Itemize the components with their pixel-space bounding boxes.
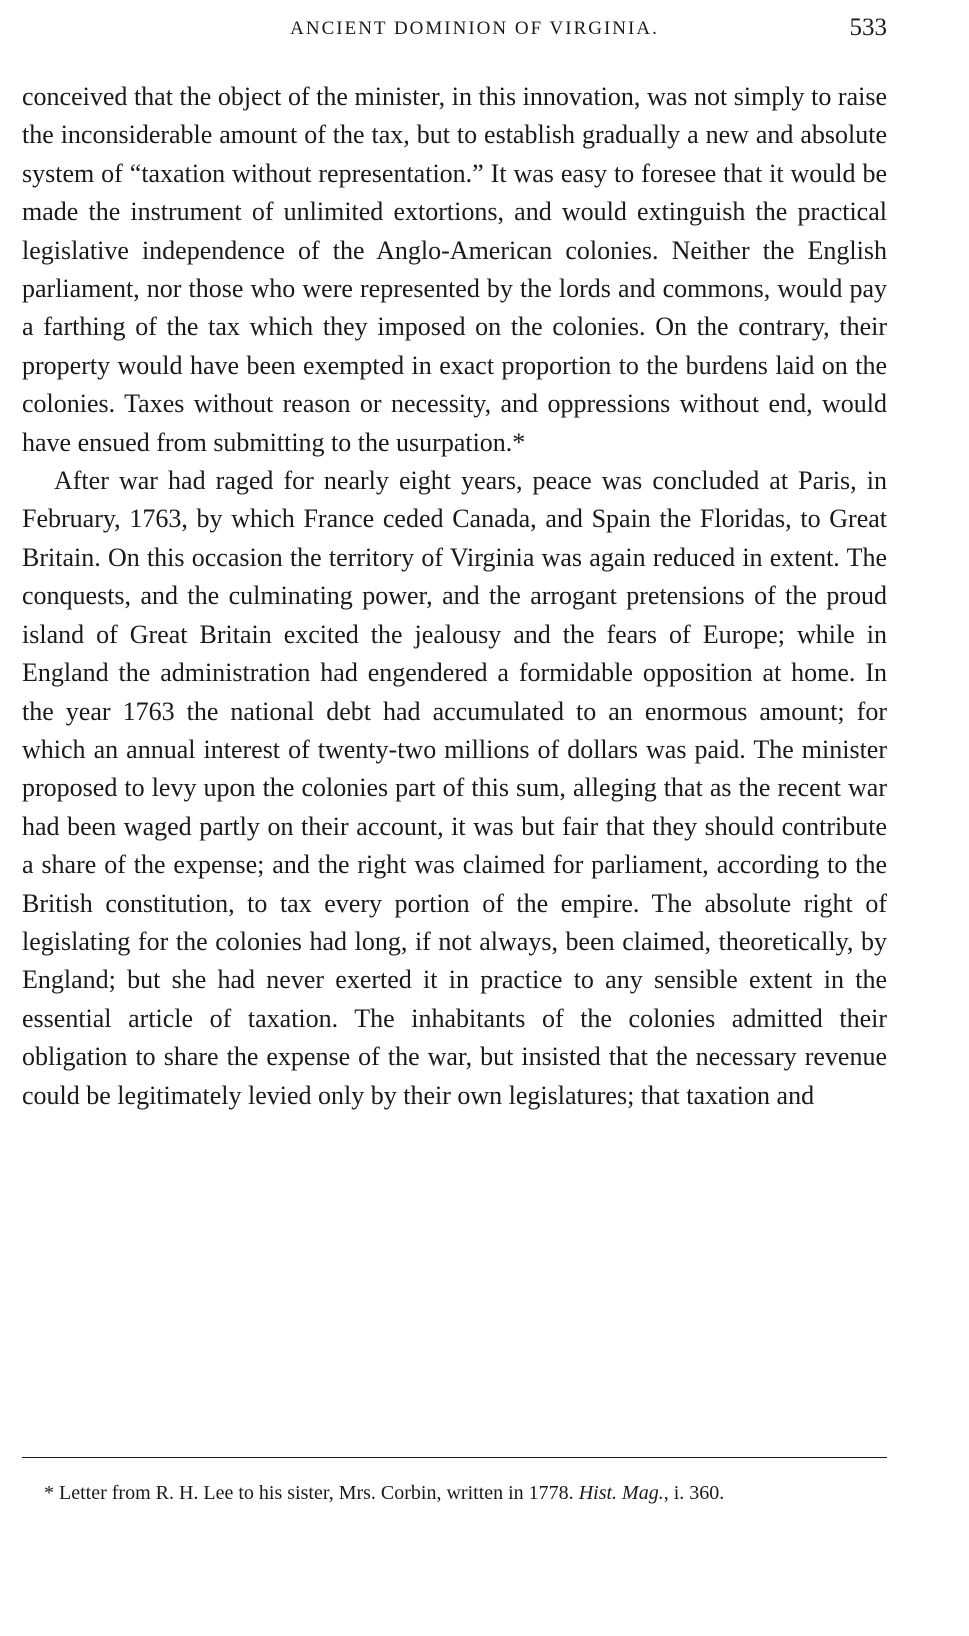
body-text	[22, 78, 887, 1115]
running-title: ANCIENT DOMINION OF VIRGINIA.	[290, 18, 659, 39]
page-number: 533	[849, 14, 887, 41]
footnote-paragraph	[22, 1478, 887, 1508]
footnote-text: * Letter from R. H. Lee to his sister, Mrs. Corbin, written in 1778.	[44, 1482, 574, 1504]
paragraph: After war had raged for nearly eight years, peace was concluded at Paris, in February, 1763, by which France ceded Canada, and Spain the Floridas, to Great Britain. On this occasion the territory of Virginia was again reduced in extent. The conquests, and the culminating power, and the arrogant pretensions of the proud island of Great Britain excited the jealousy and the fears of Europe; while in England the administration had engendered a formidable opposition at home. In the year 1763 the national debt had accumulated to an enormous amount; for which an annual interest of twenty-two millions of dollars was paid. The minister proposed to levy upon the colonies part of this sum, alleging that as the recent war had been waged partly on their account, it was but fair that they should contribute a share of the expense; and the right was claimed for parliament, according to the British constitution, to tax every portion of the empire. The absolute right of legislating for the colonies had long, if not always, been claimed, theoretically, by England; but she had never exerted it in practice to any sensible extent in the essential article of taxation. The inhabitants of the colonies admitted their obligation to share the expense of the war, but insisted that the necessary revenue could be legitimately levied only by their own legislatures; that taxation and	[22, 466, 887, 1110]
paragraph-continued: conceived that the object of the minister, in this innovation, was not simply to raise the inconsiderable amount of the tax, but to establish gradually a new and absolute system of “taxation without representation.” It was easy to foresee that it would be made the instrument of unlimited extortions, and would extinguish the practical legislative independence of the Anglo-American colonies. Neither the English parliament, nor those who were represented by the lords and commons, would pay a farthing of the tax which they imposed on the colonies. On the contrary, their property would have been exempted in exact proportion to the burdens laid on the colonies. Taxes without reason or necessity, and oppressions without end, would have ensued from submitting to the usurpation.*	[22, 82, 887, 457]
running-head	[22, 14, 887, 44]
footnote-citation: , i. 360.	[663, 1482, 725, 1504]
footnote-divider	[22, 1457, 887, 1458]
footnote-reference: Hist. Mag.	[578, 1482, 664, 1504]
book-page	[22, 0, 887, 1636]
footnote	[22, 1478, 887, 1508]
